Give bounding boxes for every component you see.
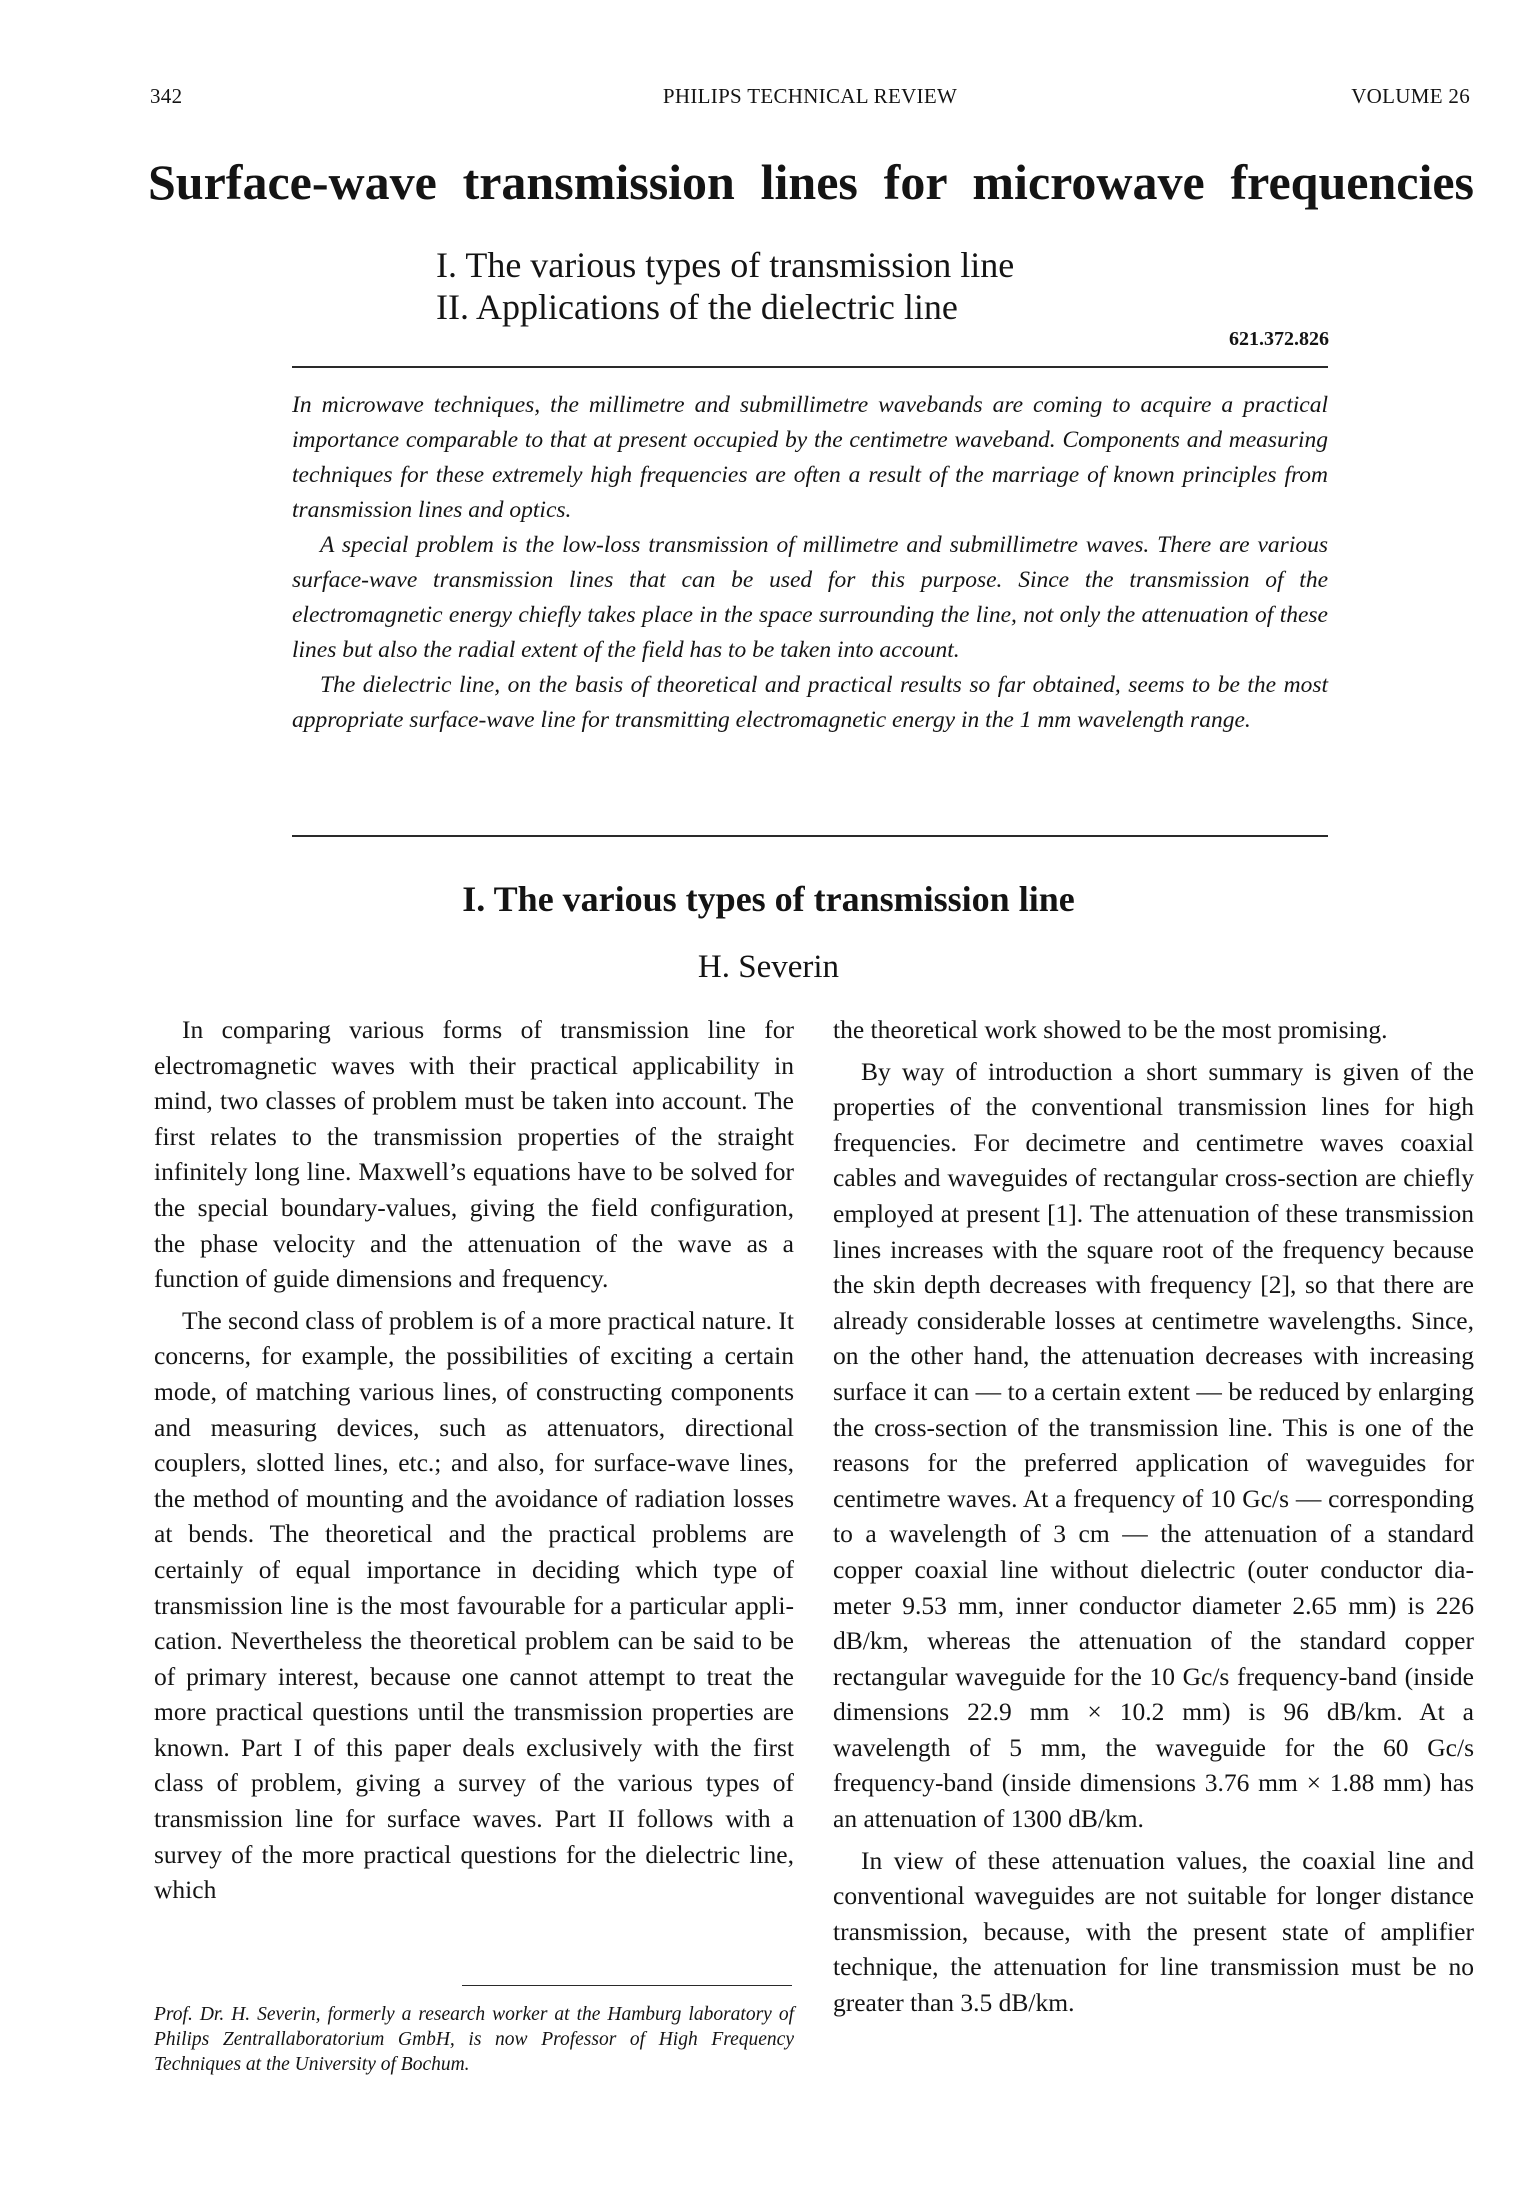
body-paragraph: In view of these attenuation values, the coaxial line and conventional waveguides are not suitable for longer distance transmission, because, with the present state of amplifier technique, the attenuation for line transmission must be no greater than 3.5 dB/km. bbox=[833, 1845, 1474, 2018]
journal-name: PHILIPS TECHNICAL REVIEW bbox=[662, 84, 958, 108]
footnote-rule bbox=[462, 1985, 792, 1986]
abstract bbox=[292, 388, 1328, 738]
section-heading: I. The various types of transmission line bbox=[462, 879, 1075, 919]
subtitle-part-1: I. The various types of transmission line bbox=[436, 245, 1015, 285]
volume-label: VOLUME 26 bbox=[1351, 84, 1470, 108]
body-paragraph: In comparing various forms of transmission line for electromagnetic waves with their practical applicability in mind, two classes of problem must be taken into account. The first relates to the transmission properties of the straight infinitely long line. Maxwell’s equations have to be solved for the special boundary-values, giving the field configuration, the phase velocity and the attenuation of the wave as a function of guide dimensions and frequency. bbox=[154, 1015, 794, 1294]
subtitle-block bbox=[436, 244, 1014, 328]
body-paragraph: the theoretical work showed to be the most promising. bbox=[833, 1015, 1388, 1044]
body-column-right bbox=[833, 1012, 1474, 2021]
abstract-rule-bottom bbox=[292, 835, 1328, 837]
running-head bbox=[150, 84, 1470, 114]
udc-classification: 621.372.826 bbox=[1229, 328, 1329, 350]
abstract-paragraph: A special problem is the low-loss transmission of millimetre and submillimetre waves. There are various surface-wave transmission lines that can be used for this purpose. Since the transmission of the electromagnetic energy chiefly takes place in the space surrounding the line, not only the attenuation of these lines but also the radial extent of the field has to be taken into account. bbox=[292, 532, 1328, 663]
abstract-rule-top bbox=[292, 366, 1328, 368]
body-paragraph: The second class of problem is of a more practical nature. It concerns, for example, the possibilities of exciting a certain mode, of matching various lines, of constructing components and measuring devices, such as attenuators, directional couplers, slotted lines, etc.; and also, for surface-wave lines, the method of mounting and the avoidance of radiation losses at bends. The theoretical and the practical problems are certainly of equal importance in deciding which type of transmission line is the most favourable for a particular application. Nevertheless the theoretical problem can be said to be of primary interest, because one cannot attempt to treat the more practical questions until the transmission properties are known. Part I of this paper deals exclusively with the first class of problem, giving a survey of the various types of transmission line for surface waves. Part II follows with a survey of the more practical questions for the dielectric line, which bbox=[154, 1305, 794, 1905]
author-footnote: Prof. Dr. H. Severin, formerly a research worker at the Hamburg laboratory of Philips Zentrallaboratorium GmbH, is now Professor of High Frequency Techniques at the University of Bochum. bbox=[154, 2004, 794, 2075]
abstract-paragraph: The dielectric line, on the basis of theoretical and practical results so far obtained, seems to be the most appropriate surface-wave line for transmitting electromagnetic energy in the 1 mm wavelength range. bbox=[292, 672, 1328, 733]
article-title: Surface-wave transmission lines for microwave frequencies bbox=[148, 154, 1474, 210]
abstract-paragraph: In microwave techniques, the millimetre and submillimetre wavebands are coming to acquire a practical importance comparable to that at present occupied by the centimetre waveband. Components and measuring techniques for these extremely high frequencies are often a result of the marriage of known principles from transmission lines and optics. bbox=[292, 392, 1328, 523]
body-column-left bbox=[154, 1012, 794, 1908]
subtitle-part-2: II. Applications of the dielectric line bbox=[436, 287, 958, 327]
body-paragraph: By way of introduction a short summary is given of the properties of the conventional transmission lines for high frequencies. For decimetre and centimetre waves coaxial cables and waveguides of rectangular cross-section are chiefly employed at present [1]. The attenuation of these transmission lines increases with the square root of the frequency because the skin depth decreases with frequency [2], so that there are already considerable losses at centimetre wavelengths. Since, on the other hand, the attenuation decreases with increasing surface it can — to a certain extent — be reduced by enlarging the cross-section of the transmission line. This is one of the reasons for the preferred application of waveguides for centimetre waves. At a frequency of 10 Gc/s — corresponding to a wavelength of 3 cm — the attenuation of a standard copper coaxial line without dielectric (outer conductor diameter 9.53 mm, inner conductor diameter 2.65 mm) is 226 dB/km, whereas the attenuation of the standard copper rectangular waveguide for the 10 Gc/s frequency-band (inside dimensions 22.9 mm × 10.2 mm) is 96 dB/km. At a wavelength of 5 mm, the waveguide for the 60 Gc/s frequency-band (inside dimensions 3.76 mm × 1.88 mm) has an attenuation of 1300 dB/km. bbox=[833, 1056, 1474, 1834]
page-number: 342 bbox=[150, 84, 183, 108]
author-name: H. Severin bbox=[697, 949, 840, 985]
